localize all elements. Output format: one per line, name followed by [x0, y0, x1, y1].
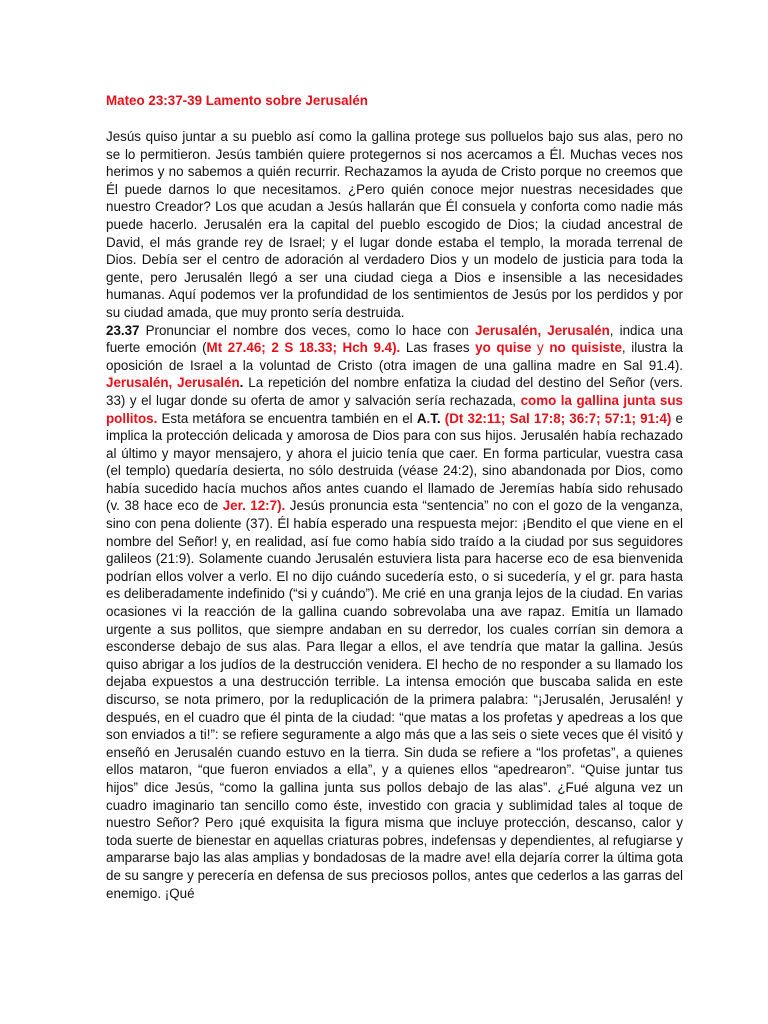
text-run: . [426, 410, 431, 426]
paragraph-commentary [106, 322, 683, 903]
scripture-reference: (Dt 32:11; Sal 17:8; 36:7; 57:1; 91:4) [444, 410, 672, 426]
text-run: e implica la protección delicada y amorosa de Dios para con sus hijos. Jerusalén había rechazado al último y mayor mensajero, y ahora el juicio tenía que caer. En forma particular, vuestra casa (el templo) quedaría desierta, no sólo destruida (véase 24:2), sino abandonada por Dios, como había sucedido hacía muchos años antes cuando el llamado de Jeremías había sido rehusado (v. 38 hace eco de [106, 410, 683, 514]
section-heading: Mateo 23:37-39 Lamento sobre Jerusalén [106, 93, 368, 108]
text-run: Pronunciar el nombre dos veces, como lo hace con [139, 322, 475, 338]
highlight-phrase: yo quise [475, 340, 532, 356]
text-run: Las frases [400, 340, 476, 356]
highlight-phrase: Jerusalén, Jerusalén [106, 375, 240, 391]
text-run: La repetición del nombre enfatiza la ciudad del destino del Señor (vers. 33) y el lugar donde su oferta de amor y salvación sería rechazada, [106, 375, 684, 408]
text-run: T. [430, 410, 441, 426]
text-run: Jesús pronuncia esta “sentencia” no con el gozo de la venganza, sino con pena doliente (37). Él había esperado una respuesta mejor: ¡Bendito el que viene en el nombre del Señor! y, en realidad, así fue como había sido traído a la ciudad por sus seguidores galileos (21:9). Solamente cuando Jerusalén estuviera lista para hacerse eco de esa bienvenida podrían ellos volver a verlo. El no dijo cuándo sucedería esto, o si sucedería, y el gr. para hasta es deliberadamente indefinido (“si y cuándo”). Me crié en una granja lejos de la ciudad. En varias ocasiones vi la reacción de la gallina cuando sobrevolaba una ave rapaz. Emitía un llamado urgente a sus pollitos, que siempre andaban en su derredor, los cuales corrían sin demora a esconderse debajo de sus alas. Para llegar a ellos, el ave tendría que matar la gallina. Jesús quiso abrigar a los judíos de la destrucción venidera. El hecho de no responder a su llamado los dejaba expuestos a una destrucción terrible. La intensa emoción que buscaba salida en este discurso, se nota primero, por la reduplicación de la primera palabra: “¡Jerusalén, Jerusalén! y después, en el cuadro que él pinta de la ciudad: “que matas a los profetas y apedreas a los que son enviados a ti!”: se refiere seguramente a algo más que a las seis o siete veces que él visitó y enseñó en Jerusalén cuando estuvo en la tierra. Sin duda se refiere a “los profetas”, a quienes ellos mataron, “que fueron enviados a ella”, y a quienes ellos “apedrearon”. “Quise juntar tus hijos” dice Jesús, “como la gallina junta sus pollos debajo de las alas”. ¿Fué alguna vez un cuadro imaginario tan sencillo como éste, investido con gracia y sublimidad tales al toque de nuestro Señor? Pero ¡qué exquisita la figura misma que incluye protección, descanso, calor y toda suerte de bienestar en aquellas criaturas pobres, indefensas y dependientes, al refugiarse y ampararse bajo las alas amplias y bondadosas de la madre ave! ella dejaría correr la última gota de su sangre y perecería en defensa de sus preciosos pollos, antes que cederlos a las garras del enemigo. ¡Qué [106, 498, 683, 901]
text-run: . [239, 375, 244, 391]
highlight-phrase: como la gallina junta sus pollitos. [106, 392, 683, 426]
text-run: Esta metáfora se encuentra también en el [157, 410, 417, 426]
scripture-reference: Mt 27.46; 2 S 18.33; Hch 9.4). [206, 340, 401, 356]
scripture-reference: Jer. 12:7). [222, 498, 286, 514]
paragraph-intro: Jesús quiso juntar a su pueblo así como la gallina protege sus polluelos bajo sus alas, pero no se lo permitieron. Jesús también quiere protegernos si nos acercamos a Él. Muchas veces nos herimos y no sabemos a quién recurrir. Rechazamos la ayuda de Cristo porque no creemos que Él puede darnos lo que necesitamos. ¿Pero quién conoce mejor nuestras necesidades que nuestro Creador? Los que acudan a Jesús hallarán que Él consuela y conforta como nadie más puede hacerlo. Jerusalén era la capital del pueblo escogido de Dios; la ciudad ancestral de David, el más grande rey de Israel; y el lugar donde estaba el templo, la morada terrenal de Dios. Debía ser el centro de adoración al verdadero Dios y un modelo de justicia para toda la gente, pero Jerusalén llegó a ser una ciudad ciega a Dios e insensible a las necesidades humanas. Aquí podemos ver la profundidad de los sentimientos de Jesús por los perdidos y por su ciudad amada, que muy pronto sería destruida. [106, 129, 683, 320]
text-run: y [531, 340, 550, 356]
text-run: A [416, 410, 427, 426]
highlight-phrase: Jerusalén, Jerusalén [474, 322, 610, 338]
text-run: , indica una fuerte emoción ( [106, 322, 683, 356]
text-run: , ilustra la oposición de Israel a la voluntad de Cristo (otra imagen de una gallina madre en Sal 91.4). [106, 340, 683, 373]
highlight-phrase: no quisiste [549, 340, 622, 356]
verse-number: 23.37 [106, 322, 140, 338]
